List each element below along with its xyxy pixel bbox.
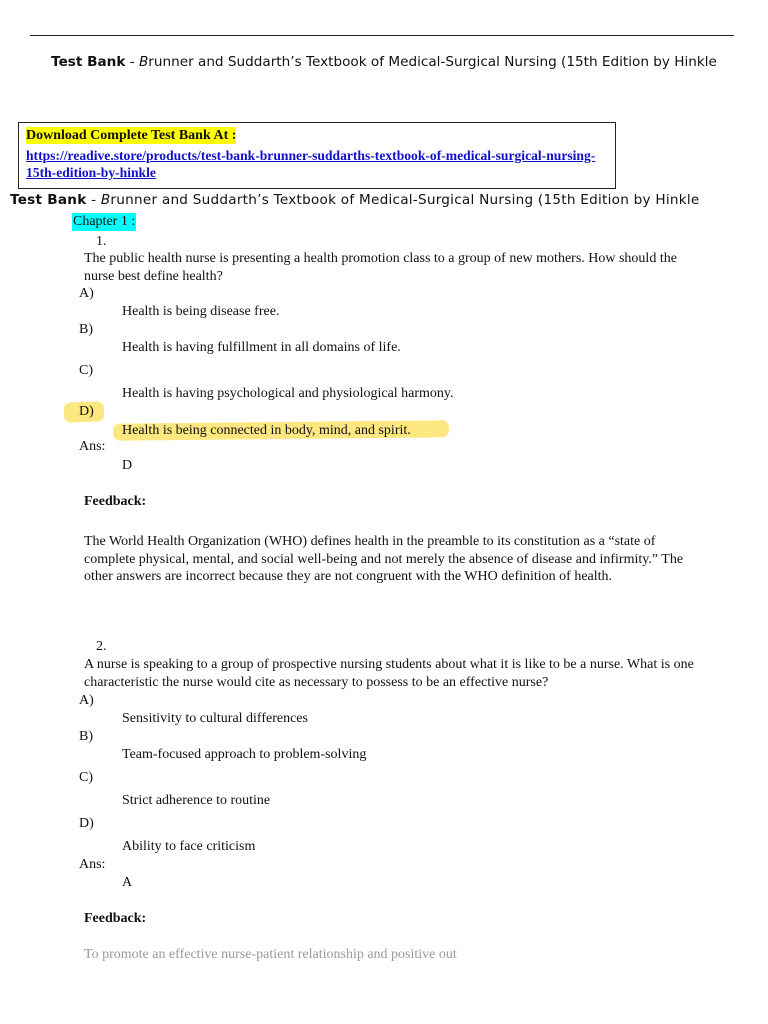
answer-value: A	[122, 875, 133, 890]
option-text: Strict adherence to routine	[122, 793, 271, 808]
document-title: Test Bank - Brunner and Suddarth’s Textbook of Medical-Surgical Nursing (15th Edition by Hinkle	[51, 54, 717, 70]
option-text: Health is having fulfillment in all domains of life.	[122, 340, 401, 355]
answer-value: D	[122, 458, 133, 473]
option-text: Health is being connected in body, mind, and spirit.	[122, 423, 411, 438]
option-text: Sensitivity to cultural differences	[122, 711, 308, 726]
question-number: 2.	[96, 639, 107, 654]
question-text: The public health nurse is presenting a health promotion class to a group of new mothers. How should the nurse best define health?	[84, 251, 677, 284]
chapter-heading: Chapter 1 :	[73, 214, 136, 229]
option-text: Health is having psychological and physiological harmony.	[122, 386, 454, 401]
option-text: Ability to face criticism	[122, 839, 256, 854]
download-link[interactable]: https://readive.store/products/test-bank-brunner-suddarths-textbook-of-medical-surgical-nursing-15th-edition-by-hinkle	[26, 148, 596, 180]
option-text: Team-focused approach to problem-solving	[122, 747, 367, 762]
feedback-label: Feedback:	[84, 494, 147, 509]
feedback-label: Feedback:	[84, 911, 147, 926]
answer-label: Ans:	[79, 439, 106, 454]
feedback-text: To promote an effective nurse-patient relationship and positive out	[84, 947, 457, 962]
section-subheader: Test Bank - Brunner and Suddarth’s Textbook of Medical-Surgical Nursing (15th Edition by Hinkle	[10, 192, 700, 208]
option-letter: C)	[79, 770, 93, 785]
option-letter: D)	[79, 404, 94, 419]
option-letter: D)	[79, 816, 94, 831]
question-text: A nurse is speaking to a group of prospective nursing students about what it is like to be a nurse. What is one characteristic the nurse would cite as necessary to possess to be an effective nurse?	[84, 657, 694, 690]
option-letter: B)	[79, 729, 93, 744]
option-letter: A)	[79, 693, 94, 708]
option-letter: C)	[79, 363, 93, 378]
feedback-text: The World Health Organization (WHO) defines health in the preamble to its constitution as a “state of complete physical, mental, and social well-being and not merely the absence of disease and infirmity.” The other answers are incorrect because they are not congruent with the WHO definition of health.	[84, 534, 684, 585]
option-letter: A)	[79, 286, 94, 301]
question-number: 1.	[96, 234, 107, 249]
option-letter: B)	[79, 322, 93, 337]
top-rule	[30, 35, 734, 36]
option-text: Health is being disease free.	[122, 304, 280, 319]
download-label: Download Complete Test Bank At :	[26, 128, 237, 143]
answer-label: Ans:	[79, 857, 106, 872]
